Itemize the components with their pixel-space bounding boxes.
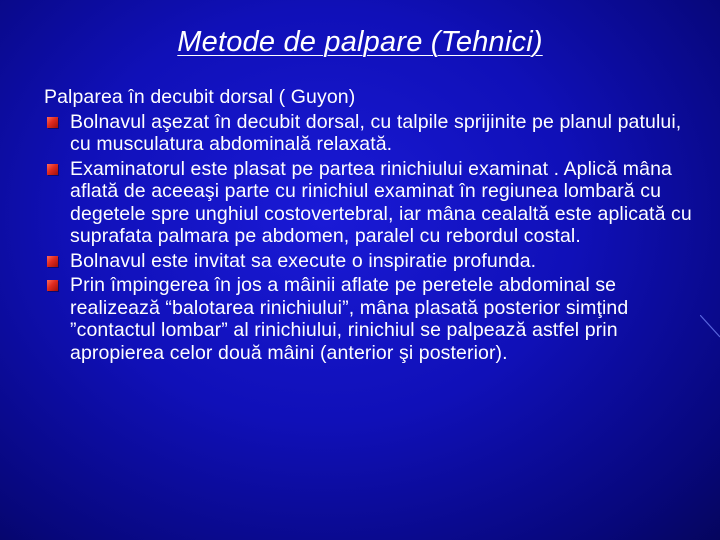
bullet-text: Prin împingerea în jos a mâinii aflate pe peretele abdominal se realizează “balotarea rinichiului”, mâna plasată posterior simţind ”contactul lombar” al rinichiului, rinichiul se palpează astfel prin apropierea celor două mâini (anterior şi posterior). <box>70 274 629 364</box>
bullet-text: Bolnavul este invitat sa execute o inspiratie profunda. <box>70 249 537 272</box>
slide-title: Metode de palpare (Tehnici) <box>177 26 543 58</box>
square-bullet-icon <box>47 117 58 128</box>
bullet-list <box>44 111 694 365</box>
list-item <box>44 158 694 248</box>
decorative-line <box>700 315 720 341</box>
list-item <box>44 111 694 156</box>
bullet-text: Bolnavul aşezat în decubit dorsal, cu talpile sprijinite pe planul patului, cu musculatura abdominală relaxată. <box>70 110 682 155</box>
intro-text: Palparea în decubit dorsal ( Guyon) <box>44 86 356 108</box>
square-bullet-icon <box>47 164 58 175</box>
square-bullet-icon <box>47 256 58 267</box>
slide-content <box>44 86 694 366</box>
square-bullet-icon <box>47 280 58 291</box>
bullet-text: Examinatorul este plasat pe partea rinichiului examinat . Aplică mâna aflată de aceeaşi parte cu rinichiul examinat în regiunea lombară cu degetele spre unghiul costovertebral, iar mâna cealaltă este aplicată cu suprafata palmara pe abdomen, paralel cu rebordul costal. <box>70 157 692 247</box>
list-item <box>44 250 694 273</box>
list-item <box>44 274 694 364</box>
